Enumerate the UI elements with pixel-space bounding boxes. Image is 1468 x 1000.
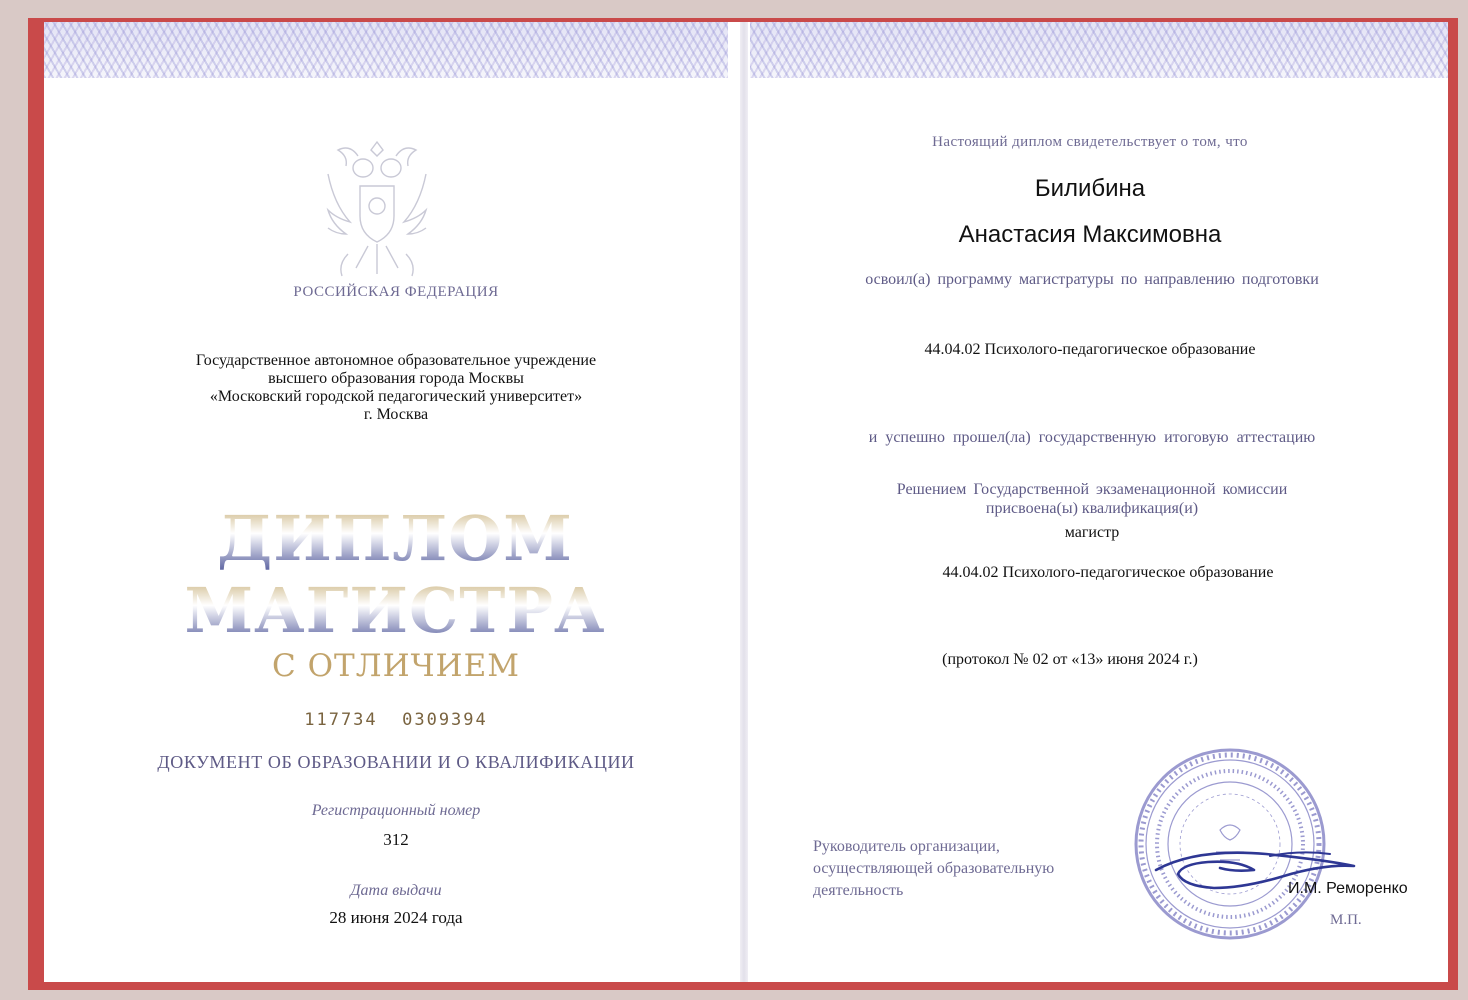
qualification-program: 44.04.02 Психолого-педагогическое образование <box>942 564 1274 581</box>
institution-name <box>130 352 662 424</box>
institution-line: высшего образования города Москвы <box>268 370 524 387</box>
protocol-reference: (протокол № 02 от «13» июня 2024 г.) <box>942 651 1198 668</box>
graduate-given-names: Анастасия Максимовна <box>958 221 1222 248</box>
coat-of-arms-icon <box>318 134 436 284</box>
head-label-line: осуществляющей образовательную <box>813 860 1055 877</box>
institution-city: г. Москва <box>363 406 429 423</box>
registration-number: 312 <box>383 830 409 849</box>
certifies-text: Настоящий диплом свидетельствует о том, что <box>932 134 1248 150</box>
issue-date-label: Дата выдачи <box>350 882 442 899</box>
diploma-title-line1: ДИПЛОМ <box>160 504 630 574</box>
institution-line: Государственное автономное образовательное учреждение <box>195 352 597 369</box>
issue-date: 28 июня 2024 года <box>329 908 463 927</box>
head-label-line: Руководитель организации, <box>813 838 1000 855</box>
signer-name: И.М. Реморенко <box>1288 880 1408 897</box>
stamp-place-label: М.П. <box>1330 912 1362 928</box>
serial-number: 117734 0309394 <box>304 710 488 730</box>
head-of-organization-label <box>813 836 1113 902</box>
qualification-assigned-text: присвоена(ы) квалификация(и) <box>985 500 1199 517</box>
institution-line: «Московский городской педагогический университет» <box>209 388 583 405</box>
mastered-text: освоил(а) программу магистратуры по направлению подготовки <box>865 271 1319 288</box>
qualification-value: магистр <box>1064 524 1120 541</box>
head-label-line: деятельность <box>813 882 904 899</box>
document-type: ДОКУМЕНТ ОБ ОБРАЗОВАНИИ И О КВАЛИФИКАЦИИ <box>157 752 635 772</box>
page-fold <box>740 22 748 982</box>
graduate-surname: Билибина <box>1034 175 1146 202</box>
honors-label: С ОТЛИЧИЕМ <box>272 648 520 684</box>
attestation-text: и успешно прошел(ла) государственную итоговую аттестацию <box>868 429 1316 446</box>
program-name: 44.04.02 Психолого-педагогическое образование <box>924 341 1256 358</box>
commission-decision-text: Решением Государственной экзаменационной комиссии <box>896 481 1288 498</box>
registration-label: Регистрационный номер <box>311 802 481 819</box>
diploma-title-line2: МАГИСТРА <box>160 576 630 646</box>
country-heading: РОССИЙСКАЯ ФЕДЕРАЦИЯ <box>293 284 499 300</box>
